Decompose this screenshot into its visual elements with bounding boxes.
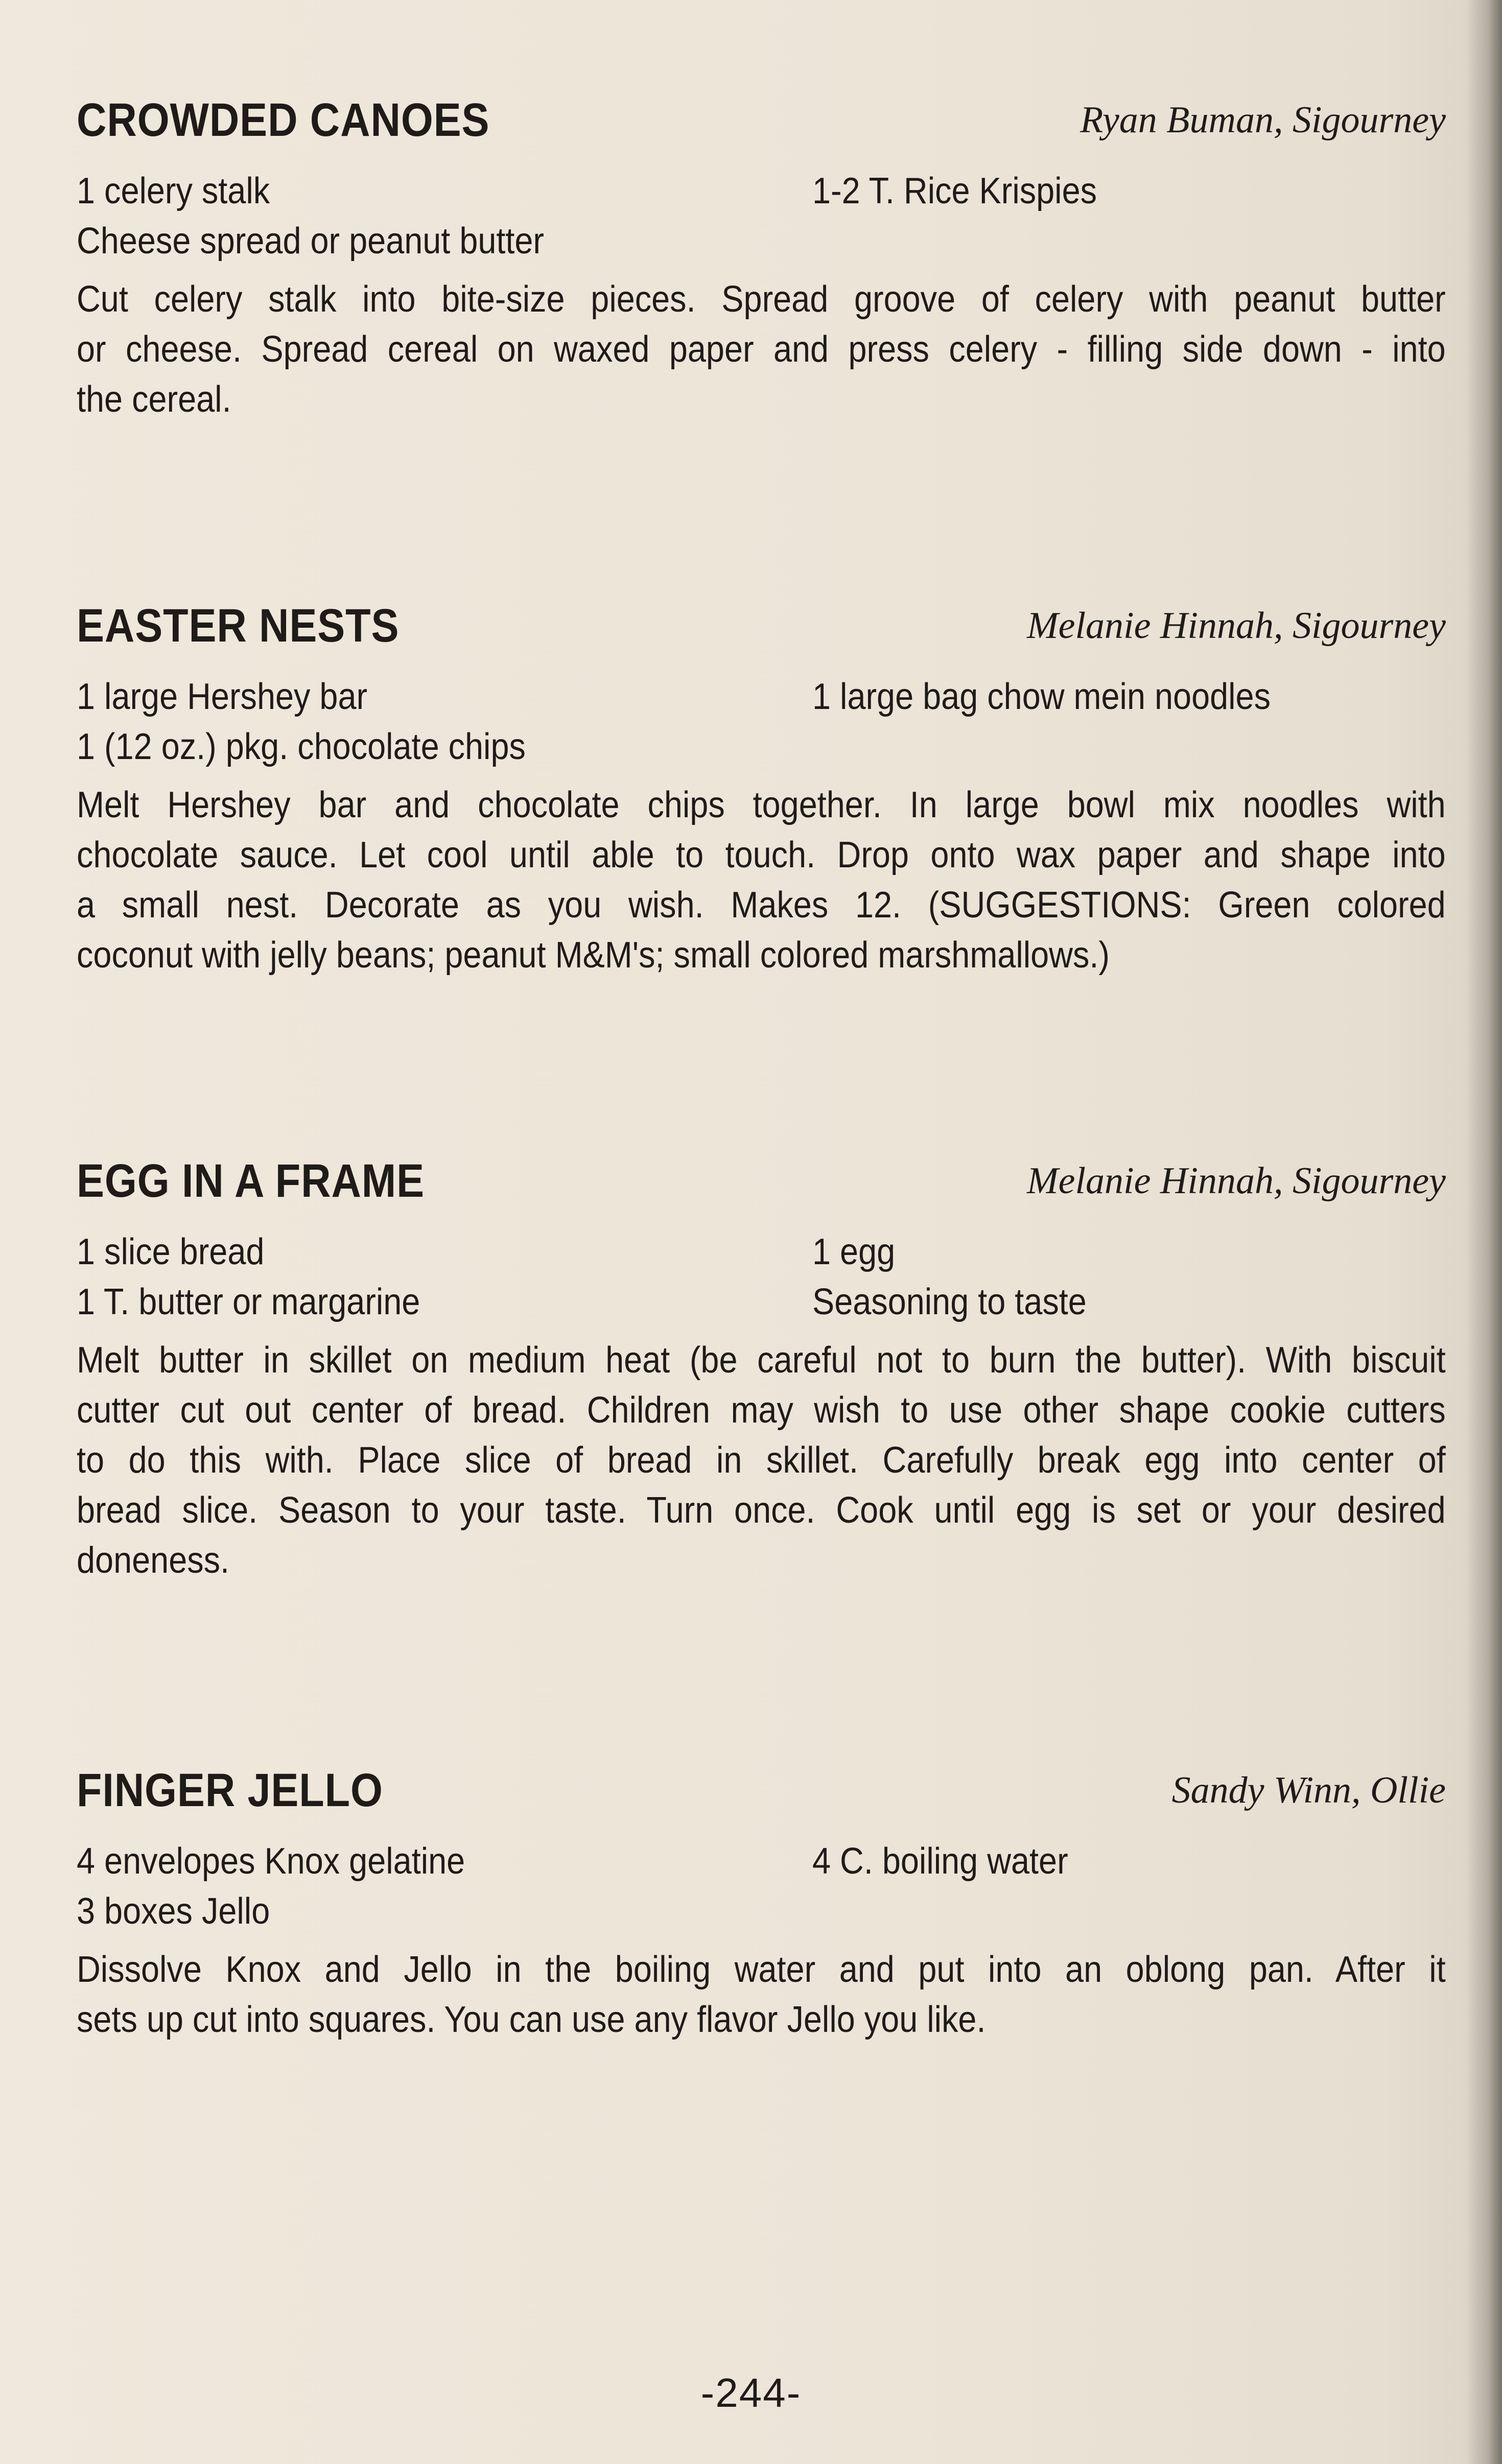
recipe-title: FINGER JELLO	[77, 1764, 383, 1816]
ingredient-column-right	[812, 166, 1129, 216]
ingredient-item: Cheese spread or peanut butter	[77, 221, 545, 262]
page-edge-shadow	[1466, 0, 1502, 2464]
ingredient-list	[77, 1227, 1446, 1329]
recipe-egg-in-a-frame	[77, 1150, 1446, 1585]
ingredient-list	[77, 1836, 1446, 1938]
ingredient-column-right	[812, 672, 1322, 722]
instruction-line: Melt Hershey bar and chocolate chips together. In large bowl mix noodles with	[77, 785, 1446, 825]
instruction-line: doneness.	[77, 1540, 230, 1581]
ingredient-column-left	[77, 672, 576, 772]
ingredient-item: 1 celery stalk	[77, 171, 270, 211]
recipe-title: EASTER NESTS	[77, 600, 400, 652]
instruction-line: Cut celery stalk into bite-size pieces. Spread groove of celery with peanut butter	[77, 279, 1446, 320]
recipe-title: CROWDED CANOES	[77, 94, 490, 146]
ingredient-column-right	[812, 1227, 1117, 1327]
instruction-line: sets up cut into squares. You can use any flavor Jello you like.	[77, 1999, 986, 2040]
ingredient-item: 1 egg	[812, 1231, 896, 1272]
ingredient-column-right	[812, 1836, 1096, 1886]
instruction-line: the cereal.	[77, 379, 231, 420]
recipe-header	[77, 89, 1446, 151]
recipe-instructions	[77, 274, 1446, 424]
ingredient-list	[77, 166, 1446, 268]
recipe-header	[77, 595, 1446, 656]
recipe-author: Ryan Buman, Sigourney	[1080, 99, 1446, 141]
instruction-line: cutter cut out center of bread. Children may wish to use other shape cookie cutters	[77, 1390, 1446, 1431]
ingredient-item: 1 large bag chow mein noodles	[812, 676, 1271, 717]
recipe-author: Melanie Hinnah, Sigourney	[1027, 605, 1446, 647]
ingredient-item: 4 C. boiling water	[812, 1841, 1068, 1882]
instruction-line: chocolate sauce. Let cool until able to touch. Drop onto wax paper and shape into	[77, 835, 1446, 875]
recipe-instructions	[77, 780, 1446, 980]
page-number: -244-	[700, 2370, 802, 2415]
instruction-line: a small nest. Decorate as you wish. Makes 12. (SUGGESTIONS: Green colored	[77, 885, 1446, 926]
recipe-title: EGG IN A FRAME	[77, 1155, 425, 1207]
instruction-line: Melt butter in skillet on medium heat (be careful not to burn the butter). With biscuit	[77, 1340, 1446, 1381]
ingredient-list	[77, 672, 1446, 774]
ingredient-column-left	[77, 1836, 508, 1936]
instruction-line: or cheese. Spread cereal on waxed paper and press celery - filling side down - into	[77, 329, 1446, 370]
instruction-line: bread slice. Season to your taste. Turn once. Cook until egg is set or your desired	[77, 1490, 1446, 1531]
instruction-line: Dissolve Knox and Jello in the boiling water and put into an oblong pan. After it	[77, 1949, 1446, 1990]
ingredient-column-left	[77, 1227, 458, 1327]
recipe-easter-nests	[77, 595, 1446, 980]
ingredient-item: 1 T. butter or margarine	[77, 1282, 420, 1322]
ingredient-item: 1 (12 oz.) pkg. chocolate chips	[77, 726, 526, 767]
recipe-crowded-canoes	[77, 89, 1446, 424]
instruction-line: to do this with. Place slice of bread in skillet. Carefully break egg into center of	[77, 1440, 1446, 1481]
ingredient-item: 1-2 T. Rice Krispies	[812, 171, 1097, 211]
recipe-author: Melanie Hinnah, Sigourney	[1027, 1160, 1446, 1202]
recipe-instructions	[77, 1945, 1446, 2045]
ingredient-item: 3 boxes Jello	[77, 1891, 270, 1932]
ingredient-item: 1 large Hershey bar	[77, 676, 368, 717]
ingredient-column-left	[77, 166, 596, 266]
instruction-line: coconut with jelly beans; peanut M&M's; small colored marshmallows.)	[77, 935, 1110, 976]
ingredient-item: 1 slice bread	[77, 1231, 265, 1272]
ingredient-item: 4 envelopes Knox gelatine	[77, 1841, 465, 1882]
ingredient-item: Seasoning to taste	[812, 1282, 1087, 1322]
recipe-instructions	[77, 1335, 1446, 1585]
recipe-header	[77, 1760, 1446, 1821]
recipe-author: Sandy Winn, Ollie	[1171, 1769, 1446, 1811]
recipe-finger-jello	[77, 1760, 1446, 2045]
recipe-header	[77, 1150, 1446, 1212]
